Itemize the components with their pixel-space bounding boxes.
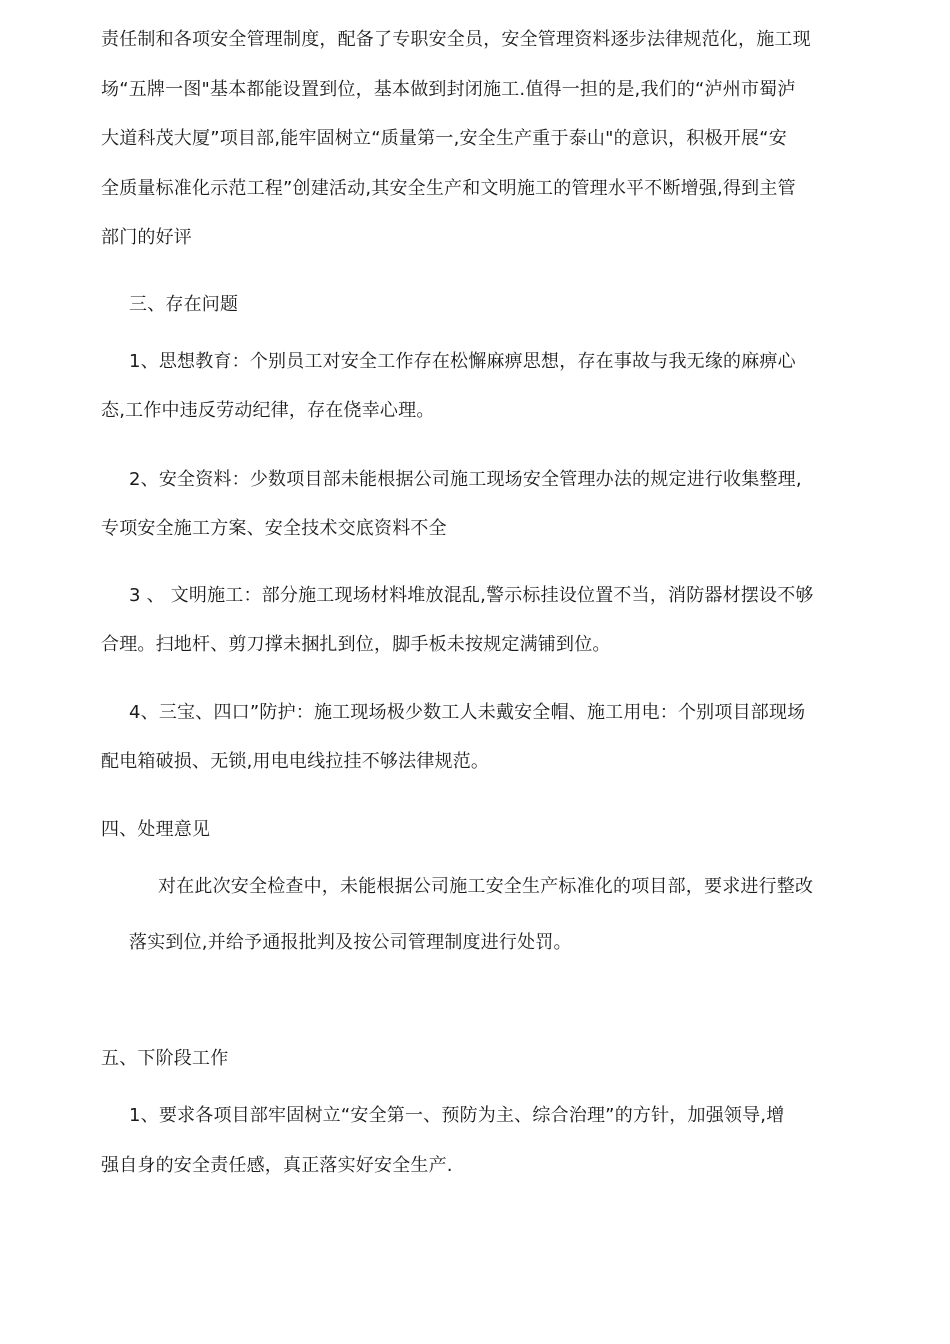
paragraph-line: 对在此次安全检查中，未能根据公司施工安全生产标准化的项目部，要求进行整改 [158, 876, 814, 897]
list-item-line: 3 、 文明施工：部分施工现场材料堆放混乱,警示标挂设位置不当，消防器材摆设不够 [129, 585, 814, 606]
paragraph-line: 部门的好评 [101, 227, 192, 248]
list-item-line: 强自身的安全责任感，真正落实好安全生产. [101, 1155, 453, 1176]
list-item-line: 1、思想教育：个别员工对安全工作存在松懈麻痹思想，存在事故与我无缘的麻痹心 [129, 351, 796, 372]
section-heading: 四、处理意见 [101, 819, 211, 840]
list-item-line: 4、三宝、四口”防护：施工现场极少数工人未戴安全帽、施工用电：个别项目部现场 [129, 702, 806, 723]
paragraph-line: 责任制和各项安全管理制度，配备了专职安全员，安全管理资料逐步法律规范化，施工现 [101, 29, 811, 50]
paragraph-line: 大道科茂大厦”项目部,能牢固树立“质量第一,安全生产重于泰山"的意识，积极开展“安 [101, 128, 787, 149]
section-heading: 五、下阶段工作 [101, 1048, 229, 1069]
list-item-line: 配电箱破损、无锁,用电电线拉挂不够法律规范。 [101, 751, 490, 772]
list-item-line: 合理。扫地杆、剪刀撑未捆扎到位，脚手板未按规定满铺到位。 [101, 634, 611, 655]
paragraph-line: 落实到位,并给予通报批判及按公司管理制度进行处罚。 [129, 932, 572, 953]
section-heading: 三、存在问题 [129, 294, 239, 315]
list-item-line: 专项安全施工方案、安全技术交底资料不全 [101, 518, 447, 539]
paragraph-line: 全质量标准化示范工程”创建活动,其安全生产和文明施工的管理水平不断增强,得到主管 [101, 178, 796, 199]
list-item-line: 态,工作中违反劳动纪律，存在侥幸心理。 [101, 400, 435, 421]
paragraph-line: 场“五牌一图"基本都能设置到位，基本做到封闭施工.值得一担的是,我们的“泸州市蜀泸 [101, 79, 796, 100]
list-item-line: 1、要求各项目部牢固树立“安全第一、预防为主、综合治理”的方针，加强领导,增 [129, 1105, 785, 1126]
list-item-line: 2、安全资料：少数项目部未能根据公司施工现场安全管理办法的规定进行收集整理, [129, 469, 802, 490]
